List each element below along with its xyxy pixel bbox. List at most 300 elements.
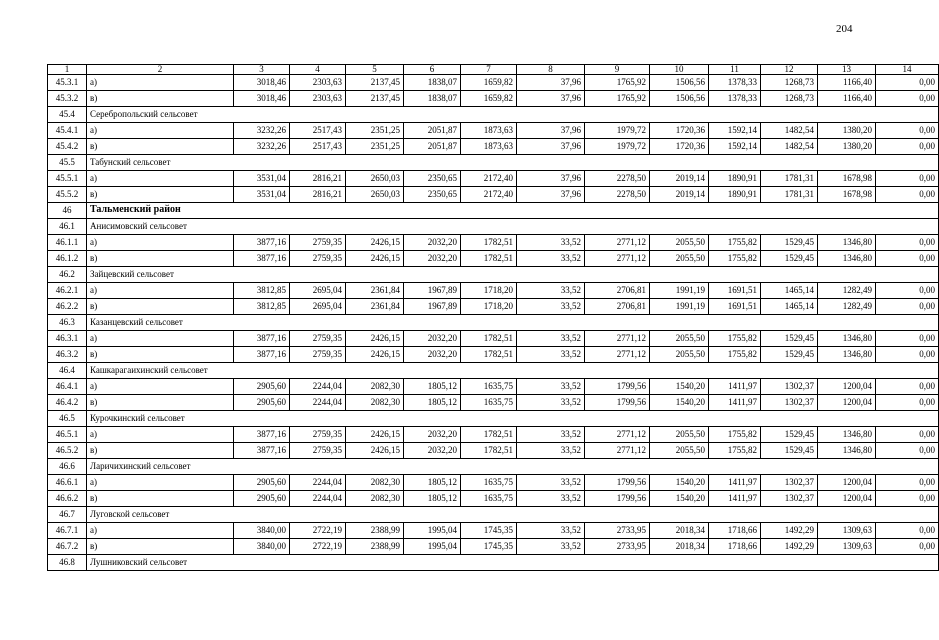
settlement-row bbox=[48, 411, 939, 427]
settlement-row bbox=[48, 107, 939, 123]
tariff-value-cell: 1755,82 bbox=[709, 235, 761, 251]
tariff-value-cell: 1529,45 bbox=[761, 443, 818, 459]
tariff-value-cell: 33,52 bbox=[517, 523, 585, 539]
tariff-value-cell: 2019,14 bbox=[650, 171, 709, 187]
tariff-value-cell: 1529,45 bbox=[761, 427, 818, 443]
row-option: а) bbox=[87, 379, 234, 395]
tariff-value-cell: 1838,07 bbox=[404, 75, 461, 91]
tariff-value-cell: 3531,04 bbox=[234, 187, 290, 203]
tariff-value-cell: 2816,21 bbox=[290, 187, 346, 203]
row-option: а) bbox=[87, 283, 234, 299]
tariff-value-cell: 1890,91 bbox=[709, 187, 761, 203]
tariff-value-cell: 2082,30 bbox=[346, 379, 404, 395]
column-header: 14 bbox=[876, 65, 939, 75]
row-code: 46.7 bbox=[48, 507, 87, 523]
tariff-value-cell: 1282,49 bbox=[818, 299, 876, 315]
tariff-value-cell: 0,00 bbox=[876, 139, 939, 155]
tariff-value-cell: 2722,19 bbox=[290, 539, 346, 555]
row-option: в) bbox=[87, 539, 234, 555]
tariff-value-cell: 3840,00 bbox=[234, 539, 290, 555]
tariff-value-cell: 2244,04 bbox=[290, 475, 346, 491]
tariff-value-cell: 0,00 bbox=[876, 283, 939, 299]
table-row bbox=[48, 251, 939, 267]
tariff-value-cell: 1540,20 bbox=[650, 395, 709, 411]
tariff-value-cell: 1411,97 bbox=[709, 379, 761, 395]
tariff-value-cell: 3232,26 bbox=[234, 139, 290, 155]
tariff-value-cell: 1346,80 bbox=[818, 443, 876, 459]
settlement-row bbox=[48, 363, 939, 379]
tariff-value-cell: 1805,12 bbox=[404, 475, 461, 491]
tariff-value-cell: 2771,12 bbox=[585, 235, 650, 251]
tariff-value-cell: 1200,04 bbox=[818, 491, 876, 507]
tariff-value-cell: 0,00 bbox=[876, 75, 939, 91]
row-option: а) bbox=[87, 171, 234, 187]
tariff-value-cell: 1967,89 bbox=[404, 283, 461, 299]
tariff-value-cell: 1592,14 bbox=[709, 123, 761, 139]
row-code: 45.3.2 bbox=[48, 91, 87, 107]
tariff-value-cell: 1799,56 bbox=[585, 491, 650, 507]
tariff-value-cell: 1782,51 bbox=[461, 251, 517, 267]
tariff-value-cell: 1805,12 bbox=[404, 395, 461, 411]
row-option: а) bbox=[87, 235, 234, 251]
column-number-row bbox=[48, 65, 939, 75]
settlement-name: Луговской сельсовет bbox=[87, 507, 939, 523]
row-code: 46.7.2 bbox=[48, 539, 87, 555]
tariff-value-cell: 2278,50 bbox=[585, 171, 650, 187]
settlement-row bbox=[48, 219, 939, 235]
tariff-value-cell: 2351,25 bbox=[346, 123, 404, 139]
tariff-value-cell: 1378,33 bbox=[709, 91, 761, 107]
column-header: 11 bbox=[709, 65, 761, 75]
tariff-value-cell: 2032,20 bbox=[404, 235, 461, 251]
tariff-value-cell: 1540,20 bbox=[650, 475, 709, 491]
tariff-value-cell: 3877,16 bbox=[234, 347, 290, 363]
table-row bbox=[48, 331, 939, 347]
tariff-value-cell: 0,00 bbox=[876, 91, 939, 107]
tariff-value-cell: 1529,45 bbox=[761, 235, 818, 251]
table-row bbox=[48, 475, 939, 491]
settlement-name: Казанцевский сельсовет bbox=[87, 315, 939, 331]
tariff-value-cell: 2032,20 bbox=[404, 427, 461, 443]
tariff-value-cell: 1765,92 bbox=[585, 75, 650, 91]
tariff-value-cell: 3018,46 bbox=[234, 75, 290, 91]
tariff-value-cell: 1659,82 bbox=[461, 75, 517, 91]
tariff-value-cell: 1309,63 bbox=[818, 523, 876, 539]
tariff-value-cell: 1765,92 bbox=[585, 91, 650, 107]
tariff-value-cell: 0,00 bbox=[876, 235, 939, 251]
tariff-value-cell: 2055,50 bbox=[650, 443, 709, 459]
tariff-value-cell: 2650,03 bbox=[346, 171, 404, 187]
tariff-value-cell: 1302,37 bbox=[761, 491, 818, 507]
tariff-value-cell: 1492,29 bbox=[761, 523, 818, 539]
column-header: 12 bbox=[761, 65, 818, 75]
page-number: 204 bbox=[836, 23, 853, 35]
tariff-value-cell: 0,00 bbox=[876, 491, 939, 507]
tariff-value-cell: 1635,75 bbox=[461, 395, 517, 411]
tariff-value-cell: 2905,60 bbox=[234, 475, 290, 491]
tariff-value-cell: 2278,50 bbox=[585, 187, 650, 203]
tariff-value-cell: 1166,40 bbox=[818, 91, 876, 107]
tariff-value-cell: 0,00 bbox=[876, 539, 939, 555]
tariff-value-cell: 37,96 bbox=[517, 171, 585, 187]
tariff-value-cell: 2172,40 bbox=[461, 187, 517, 203]
row-option: в) bbox=[87, 491, 234, 507]
tariff-value-cell: 1720,36 bbox=[650, 139, 709, 155]
tariff-value-cell: 2905,60 bbox=[234, 491, 290, 507]
tariff-value-cell: 2759,35 bbox=[290, 347, 346, 363]
tariff-value-cell: 1745,35 bbox=[461, 539, 517, 555]
tariff-value-cell: 2055,50 bbox=[650, 427, 709, 443]
tariff-value-cell: 2816,21 bbox=[290, 171, 346, 187]
tariff-value-cell: 1781,31 bbox=[761, 187, 818, 203]
tariff-value-cell: 1506,56 bbox=[650, 91, 709, 107]
tariff-value-cell: 33,52 bbox=[517, 299, 585, 315]
tariff-value-cell: 2759,35 bbox=[290, 443, 346, 459]
row-option: а) bbox=[87, 123, 234, 139]
settlement-row bbox=[48, 267, 939, 283]
tariff-value-cell: 37,96 bbox=[517, 91, 585, 107]
tariff-value-cell: 2137,45 bbox=[346, 75, 404, 91]
district-row bbox=[48, 203, 939, 219]
tariff-value-cell: 33,52 bbox=[517, 331, 585, 347]
tariff-value-cell: 2082,30 bbox=[346, 491, 404, 507]
tariff-value-cell: 3877,16 bbox=[234, 427, 290, 443]
row-code: 46.1 bbox=[48, 219, 87, 235]
tariff-value-cell: 1635,75 bbox=[461, 491, 517, 507]
settlement-name: Зайцевский сельсовет bbox=[87, 267, 939, 283]
tariff-value-cell: 2032,20 bbox=[404, 443, 461, 459]
tariff-value-cell: 2695,04 bbox=[290, 283, 346, 299]
tariff-value-cell: 1967,89 bbox=[404, 299, 461, 315]
tariff-value-cell: 2905,60 bbox=[234, 395, 290, 411]
tariff-value-cell: 0,00 bbox=[876, 251, 939, 267]
settlement-name: Табунский сельсовет bbox=[87, 155, 939, 171]
table-row bbox=[48, 235, 939, 251]
tariff-value-cell: 1346,80 bbox=[818, 235, 876, 251]
tariff-value-cell: 2706,81 bbox=[585, 299, 650, 315]
tariff-value-cell: 2137,45 bbox=[346, 91, 404, 107]
tariff-value-cell: 2032,20 bbox=[404, 331, 461, 347]
tariff-value-cell: 1482,54 bbox=[761, 123, 818, 139]
tariff-value-cell: 37,96 bbox=[517, 139, 585, 155]
tariff-value-cell: 2244,04 bbox=[290, 491, 346, 507]
row-code: 46.2 bbox=[48, 267, 87, 283]
row-code: 46.6.2 bbox=[48, 491, 87, 507]
column-header: 5 bbox=[346, 65, 404, 75]
tariff-value-cell: 2244,04 bbox=[290, 379, 346, 395]
tariff-value-cell: 1492,29 bbox=[761, 539, 818, 555]
tariff-value-cell: 1411,97 bbox=[709, 395, 761, 411]
tariff-value-cell: 1465,14 bbox=[761, 283, 818, 299]
tariff-value-cell: 33,52 bbox=[517, 491, 585, 507]
tariff-value-cell: 1506,56 bbox=[650, 75, 709, 91]
tariff-value-cell: 2759,35 bbox=[290, 235, 346, 251]
row-code: 46.5.1 bbox=[48, 427, 87, 443]
row-code: 45.5.2 bbox=[48, 187, 87, 203]
tariff-value-cell: 1592,14 bbox=[709, 139, 761, 155]
tariff-value-cell: 3877,16 bbox=[234, 251, 290, 267]
tariff-value-cell: 1873,63 bbox=[461, 139, 517, 155]
tariff-value-cell: 3018,46 bbox=[234, 91, 290, 107]
tariff-value-cell: 1782,51 bbox=[461, 347, 517, 363]
tariff-value-cell: 33,52 bbox=[517, 475, 585, 491]
tariff-value-cell: 1799,56 bbox=[585, 475, 650, 491]
settlement-name: Лушниковский сельсовет bbox=[87, 555, 939, 571]
row-code: 46.4.2 bbox=[48, 395, 87, 411]
tariff-value-cell: 2733,95 bbox=[585, 539, 650, 555]
row-option: а) bbox=[87, 427, 234, 443]
tariff-value-cell: 2426,15 bbox=[346, 443, 404, 459]
settlement-name: Ларичихинский сельсовет bbox=[87, 459, 939, 475]
row-option: в) bbox=[87, 443, 234, 459]
tariff-value-cell: 1346,80 bbox=[818, 331, 876, 347]
column-header: 2 bbox=[87, 65, 234, 75]
tariff-value-cell: 2172,40 bbox=[461, 171, 517, 187]
tariff-value-cell: 2018,34 bbox=[650, 539, 709, 555]
tariff-value-cell: 2426,15 bbox=[346, 347, 404, 363]
tariff-value-cell: 1805,12 bbox=[404, 491, 461, 507]
tariff-value-cell: 1529,45 bbox=[761, 251, 818, 267]
table-row bbox=[48, 491, 939, 507]
tariff-value-cell: 1540,20 bbox=[650, 379, 709, 395]
tariff-value-cell: 3232,26 bbox=[234, 123, 290, 139]
tariff-value-cell: 1755,82 bbox=[709, 331, 761, 347]
tariff-value-cell: 37,96 bbox=[517, 123, 585, 139]
table-row bbox=[48, 171, 939, 187]
tariff-value-cell: 2771,12 bbox=[585, 347, 650, 363]
column-header: 7 bbox=[461, 65, 517, 75]
column-header: 6 bbox=[404, 65, 461, 75]
tariff-value-cell: 1529,45 bbox=[761, 331, 818, 347]
row-code: 46.4.1 bbox=[48, 379, 87, 395]
table-row bbox=[48, 123, 939, 139]
table-row bbox=[48, 347, 939, 363]
row-option: в) bbox=[87, 187, 234, 203]
tariff-value-cell: 33,52 bbox=[517, 395, 585, 411]
tariff-value-cell: 1755,82 bbox=[709, 347, 761, 363]
tariff-value-cell: 0,00 bbox=[876, 523, 939, 539]
row-option: в) bbox=[87, 395, 234, 411]
row-code: 46.3 bbox=[48, 315, 87, 331]
row-option: а) bbox=[87, 475, 234, 491]
tariff-value-cell: 2426,15 bbox=[346, 331, 404, 347]
tariff-value-cell: 1540,20 bbox=[650, 491, 709, 507]
tariff-value-cell: 1378,33 bbox=[709, 75, 761, 91]
row-option: в) bbox=[87, 299, 234, 315]
tariff-value-cell: 1991,19 bbox=[650, 299, 709, 315]
tariff-value-cell: 1979,72 bbox=[585, 123, 650, 139]
tariff-value-cell: 2082,30 bbox=[346, 395, 404, 411]
tariff-value-cell: 0,00 bbox=[876, 299, 939, 315]
tariff-value-cell: 33,52 bbox=[517, 539, 585, 555]
tariff-value-cell: 37,96 bbox=[517, 75, 585, 91]
tariff-value-cell: 0,00 bbox=[876, 443, 939, 459]
tariff-value-cell: 2051,87 bbox=[404, 139, 461, 155]
tariff-value-cell: 1302,37 bbox=[761, 475, 818, 491]
row-option: а) bbox=[87, 75, 234, 91]
tariff-value-cell: 1781,31 bbox=[761, 171, 818, 187]
row-code: 46.3.2 bbox=[48, 347, 87, 363]
tariff-value-cell: 1346,80 bbox=[818, 251, 876, 267]
column-header: 4 bbox=[290, 65, 346, 75]
row-option: в) bbox=[87, 347, 234, 363]
column-header: 8 bbox=[517, 65, 585, 75]
tariff-value-cell: 2018,34 bbox=[650, 523, 709, 539]
table-row bbox=[48, 539, 939, 555]
tariff-value-cell: 2517,43 bbox=[290, 123, 346, 139]
row-code: 45.5 bbox=[48, 155, 87, 171]
table-row bbox=[48, 283, 939, 299]
row-code: 46.6 bbox=[48, 459, 87, 475]
settlement-name: Кашкарагаихинский сельсовет bbox=[87, 363, 939, 379]
settlement-name: Анисимовский сельсовет bbox=[87, 219, 939, 235]
tariff-value-cell: 2905,60 bbox=[234, 379, 290, 395]
tariff-value-cell: 1991,19 bbox=[650, 283, 709, 299]
settlement-row bbox=[48, 459, 939, 475]
tariff-value-cell: 3840,00 bbox=[234, 523, 290, 539]
tariff-value-cell: 1718,20 bbox=[461, 283, 517, 299]
tariff-value-cell: 2759,35 bbox=[290, 251, 346, 267]
row-code: 45.4.2 bbox=[48, 139, 87, 155]
tariff-value-cell: 0,00 bbox=[876, 347, 939, 363]
tariff-value-cell: 2350,65 bbox=[404, 187, 461, 203]
tariff-table bbox=[47, 64, 939, 571]
row-code: 46.4 bbox=[48, 363, 87, 379]
tariff-value-cell: 1346,80 bbox=[818, 347, 876, 363]
settlement-row bbox=[48, 315, 939, 331]
table-row bbox=[48, 395, 939, 411]
tariff-value-cell: 0,00 bbox=[876, 427, 939, 443]
column-header: 9 bbox=[585, 65, 650, 75]
tariff-value-cell: 3531,04 bbox=[234, 171, 290, 187]
tariff-value-cell: 1529,45 bbox=[761, 347, 818, 363]
tariff-value-cell: 1465,14 bbox=[761, 299, 818, 315]
tariff-value-cell: 1995,04 bbox=[404, 523, 461, 539]
tariff-value-cell: 33,52 bbox=[517, 283, 585, 299]
tariff-value-cell: 2032,20 bbox=[404, 251, 461, 267]
tariff-value-cell: 1782,51 bbox=[461, 331, 517, 347]
tariff-value-cell: 2351,25 bbox=[346, 139, 404, 155]
tariff-value-cell: 2032,20 bbox=[404, 347, 461, 363]
row-code: 46 bbox=[48, 203, 87, 219]
tariff-value-cell: 1635,75 bbox=[461, 379, 517, 395]
tariff-value-cell: 2771,12 bbox=[585, 251, 650, 267]
tariff-value-cell: 1718,66 bbox=[709, 523, 761, 539]
tariff-value-cell: 2051,87 bbox=[404, 123, 461, 139]
tariff-value-cell: 3877,16 bbox=[234, 443, 290, 459]
tariff-value-cell: 1873,63 bbox=[461, 123, 517, 139]
tariff-value-cell: 2426,15 bbox=[346, 235, 404, 251]
tariff-value-cell: 2055,50 bbox=[650, 331, 709, 347]
tariff-value-cell: 2388,99 bbox=[346, 539, 404, 555]
tariff-value-cell: 33,52 bbox=[517, 379, 585, 395]
tariff-value-cell: 0,00 bbox=[876, 171, 939, 187]
tariff-value-cell: 2350,65 bbox=[404, 171, 461, 187]
column-header: 10 bbox=[650, 65, 709, 75]
row-code: 45.4 bbox=[48, 107, 87, 123]
tariff-value-cell: 1782,51 bbox=[461, 235, 517, 251]
table-row bbox=[48, 379, 939, 395]
tariff-value-cell: 1805,12 bbox=[404, 379, 461, 395]
tariff-value-cell: 1782,51 bbox=[461, 443, 517, 459]
tariff-value-cell: 1659,82 bbox=[461, 91, 517, 107]
tariff-value-cell: 2771,12 bbox=[585, 443, 650, 459]
tariff-value-cell: 2706,81 bbox=[585, 283, 650, 299]
table-row bbox=[48, 187, 939, 203]
tariff-value-cell: 1755,82 bbox=[709, 251, 761, 267]
tariff-value-cell: 3877,16 bbox=[234, 331, 290, 347]
tariff-value-cell: 2759,35 bbox=[290, 427, 346, 443]
tariff-value-cell: 33,52 bbox=[517, 235, 585, 251]
tariff-value-cell: 1979,72 bbox=[585, 139, 650, 155]
tariff-value-cell: 2733,95 bbox=[585, 523, 650, 539]
tariff-value-cell: 33,52 bbox=[517, 427, 585, 443]
tariff-value-cell: 2722,19 bbox=[290, 523, 346, 539]
tariff-value-cell: 1691,51 bbox=[709, 283, 761, 299]
tariff-value-cell: 0,00 bbox=[876, 123, 939, 139]
tariff-value-cell: 1718,66 bbox=[709, 539, 761, 555]
tariff-value-cell: 1635,75 bbox=[461, 475, 517, 491]
tariff-value-cell: 1799,56 bbox=[585, 395, 650, 411]
tariff-value-cell: 1200,04 bbox=[818, 379, 876, 395]
row-code: 46.5.2 bbox=[48, 443, 87, 459]
table-row bbox=[48, 523, 939, 539]
row-option: в) bbox=[87, 91, 234, 107]
tariff-value-cell: 33,52 bbox=[517, 347, 585, 363]
tariff-value-cell: 1718,20 bbox=[461, 299, 517, 315]
tariff-value-cell: 2055,50 bbox=[650, 235, 709, 251]
tariff-value-cell: 2695,04 bbox=[290, 299, 346, 315]
row-code: 46.2.2 bbox=[48, 299, 87, 315]
row-code: 46.1.2 bbox=[48, 251, 87, 267]
tariff-value-cell: 1838,07 bbox=[404, 91, 461, 107]
tariff-value-cell: 0,00 bbox=[876, 379, 939, 395]
tariff-value-cell: 2055,50 bbox=[650, 251, 709, 267]
tariff-value-cell: 1782,51 bbox=[461, 427, 517, 443]
tariff-value-cell: 1380,20 bbox=[818, 123, 876, 139]
tariff-value-cell: 2426,15 bbox=[346, 427, 404, 443]
tariff-value-cell: 1268,73 bbox=[761, 75, 818, 91]
tariff-value-cell: 2388,99 bbox=[346, 523, 404, 539]
tariff-value-cell: 1282,49 bbox=[818, 283, 876, 299]
tariff-value-cell: 0,00 bbox=[876, 187, 939, 203]
tariff-value-cell: 3877,16 bbox=[234, 235, 290, 251]
table-row bbox=[48, 139, 939, 155]
tariff-value-cell: 1678,98 bbox=[818, 187, 876, 203]
row-code: 46.7.1 bbox=[48, 523, 87, 539]
table-row bbox=[48, 91, 939, 107]
tariff-value-cell: 1799,56 bbox=[585, 379, 650, 395]
row-code: 46.3.1 bbox=[48, 331, 87, 347]
table-row bbox=[48, 75, 939, 91]
tariff-value-cell: 0,00 bbox=[876, 475, 939, 491]
table-row bbox=[48, 299, 939, 315]
tariff-value-cell: 2244,04 bbox=[290, 395, 346, 411]
settlement-name: Серебропольский сельсовет bbox=[87, 107, 939, 123]
tariff-value-cell: 1755,82 bbox=[709, 427, 761, 443]
row-code: 46.5 bbox=[48, 411, 87, 427]
row-code: 46.6.1 bbox=[48, 475, 87, 491]
tariff-value-cell: 1411,97 bbox=[709, 491, 761, 507]
tariff-value-cell: 2082,30 bbox=[346, 475, 404, 491]
tariff-value-cell: 2361,84 bbox=[346, 299, 404, 315]
tariff-value-cell: 2771,12 bbox=[585, 331, 650, 347]
tariff-value-cell: 1380,20 bbox=[818, 139, 876, 155]
tariff-value-cell: 2361,84 bbox=[346, 283, 404, 299]
tariff-value-cell: 33,52 bbox=[517, 443, 585, 459]
tariff-value-cell: 1302,37 bbox=[761, 379, 818, 395]
column-header: 13 bbox=[818, 65, 876, 75]
